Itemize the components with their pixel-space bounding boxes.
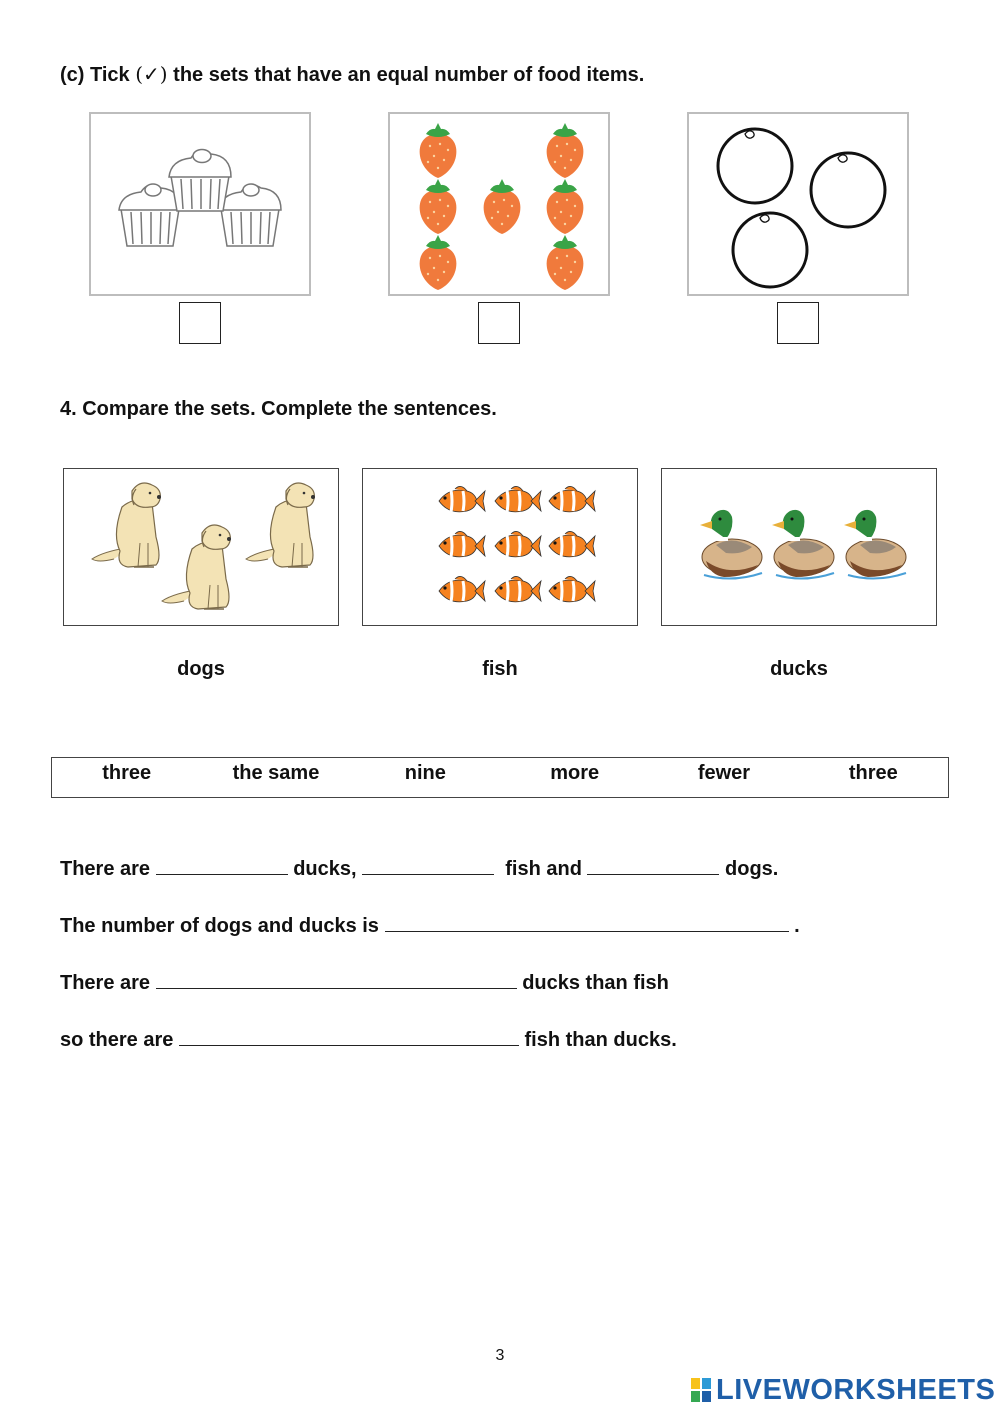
sentence-1-part-b: ducks, <box>293 858 357 880</box>
word-bank-item[interactable]: fewer <box>697 762 751 784</box>
tick-box-cupcakes[interactable] <box>179 302 221 344</box>
dogs-set <box>63 468 339 626</box>
ducks-set <box>661 468 937 626</box>
brand-name: LIVEWORKSHEETS <box>716 1373 996 1406</box>
fish <box>439 531 485 557</box>
cupcake-left <box>119 184 181 246</box>
fish <box>495 486 541 512</box>
oranges-set <box>687 112 909 296</box>
strawberries-illustration <box>390 114 612 298</box>
fish-illustration <box>363 469 639 627</box>
answer-blank-comparison[interactable] <box>385 915 789 932</box>
answer-blank-ducks-vs-fish[interactable] <box>156 972 517 989</box>
fish <box>439 576 485 602</box>
cupcake-right <box>219 184 281 246</box>
strawberries-set <box>388 112 610 296</box>
tick-symbol: (✓) <box>135 62 168 86</box>
sentence-3 <box>60 972 669 995</box>
sentence-2 <box>60 915 800 938</box>
tick-box-strawberries[interactable] <box>478 302 520 344</box>
tick-box-oranges[interactable] <box>777 302 819 344</box>
fish-set <box>362 468 638 626</box>
sentence-4 <box>60 1029 677 1052</box>
duck <box>844 510 906 579</box>
strawberry <box>547 235 584 290</box>
strawberry <box>484 179 521 234</box>
duck <box>772 510 834 579</box>
sentence-4-part-a: so there are <box>60 1029 174 1051</box>
orange <box>811 153 885 227</box>
part-c-suffix: the sets that have an equal number of food items. <box>173 64 645 86</box>
label-ducks: ducks <box>770 658 828 680</box>
label-fish: fish <box>482 658 518 680</box>
fish <box>439 486 485 512</box>
strawberry <box>420 123 457 178</box>
word-bank <box>51 757 949 798</box>
orange <box>718 129 792 203</box>
word-bank-item[interactable]: three <box>102 762 152 784</box>
sentence-1-part-a: There are <box>60 858 151 880</box>
strawberry <box>547 179 584 234</box>
answer-blank-dogs-count[interactable] <box>587 858 719 875</box>
fish <box>495 531 541 557</box>
cupcakes-illustration <box>91 114 313 298</box>
cupcake-middle <box>169 150 231 212</box>
word-bank-item[interactable]: nine <box>404 762 446 784</box>
page-number: 3 <box>495 1347 505 1364</box>
answer-blank-ducks-count[interactable] <box>156 858 288 875</box>
part-c-heading <box>60 62 644 87</box>
sentence-3-part-a: There are <box>60 972 151 994</box>
ducks-illustration <box>662 469 938 627</box>
dog <box>162 525 231 609</box>
orange <box>733 213 807 287</box>
sentence-2-part-a: The number of dogs and ducks is <box>60 915 379 937</box>
sentence-3-part-b: ducks than fish <box>522 972 669 994</box>
dog <box>246 483 315 567</box>
word-bank-item[interactable]: the same <box>232 762 320 784</box>
fish <box>549 486 595 512</box>
sentence-4-part-b: fish than ducks. <box>524 1029 677 1051</box>
question-4-heading: 4. Compare the sets. Complete the sentences. <box>60 398 497 420</box>
word-bank-item[interactable]: more <box>550 762 600 784</box>
sentence-1 <box>60 858 778 881</box>
answer-blank-fish-count[interactable] <box>362 858 494 875</box>
strawberry <box>547 123 584 178</box>
dogs-illustration <box>64 469 340 627</box>
liveworksheets-logo-icon <box>690 1377 712 1403</box>
liveworksheets-brand <box>690 1373 995 1407</box>
strawberry <box>420 235 457 290</box>
fish <box>495 576 541 602</box>
sentence-1-part-c: fish and <box>505 858 582 880</box>
strawberry <box>420 179 457 234</box>
duck <box>700 510 762 579</box>
cupcakes-set <box>89 112 311 296</box>
sentence-1-part-d: dogs. <box>725 858 779 880</box>
label-dogs: dogs <box>177 658 225 680</box>
dog <box>92 483 161 567</box>
word-bank-item[interactable]: three <box>848 762 898 784</box>
fish <box>549 531 595 557</box>
fish <box>549 576 595 602</box>
sentence-2-part-b: . <box>794 915 800 937</box>
part-c-prefix: (c) Tick <box>60 64 130 86</box>
oranges-illustration <box>689 114 911 298</box>
answer-blank-fish-vs-ducks[interactable] <box>179 1029 519 1046</box>
